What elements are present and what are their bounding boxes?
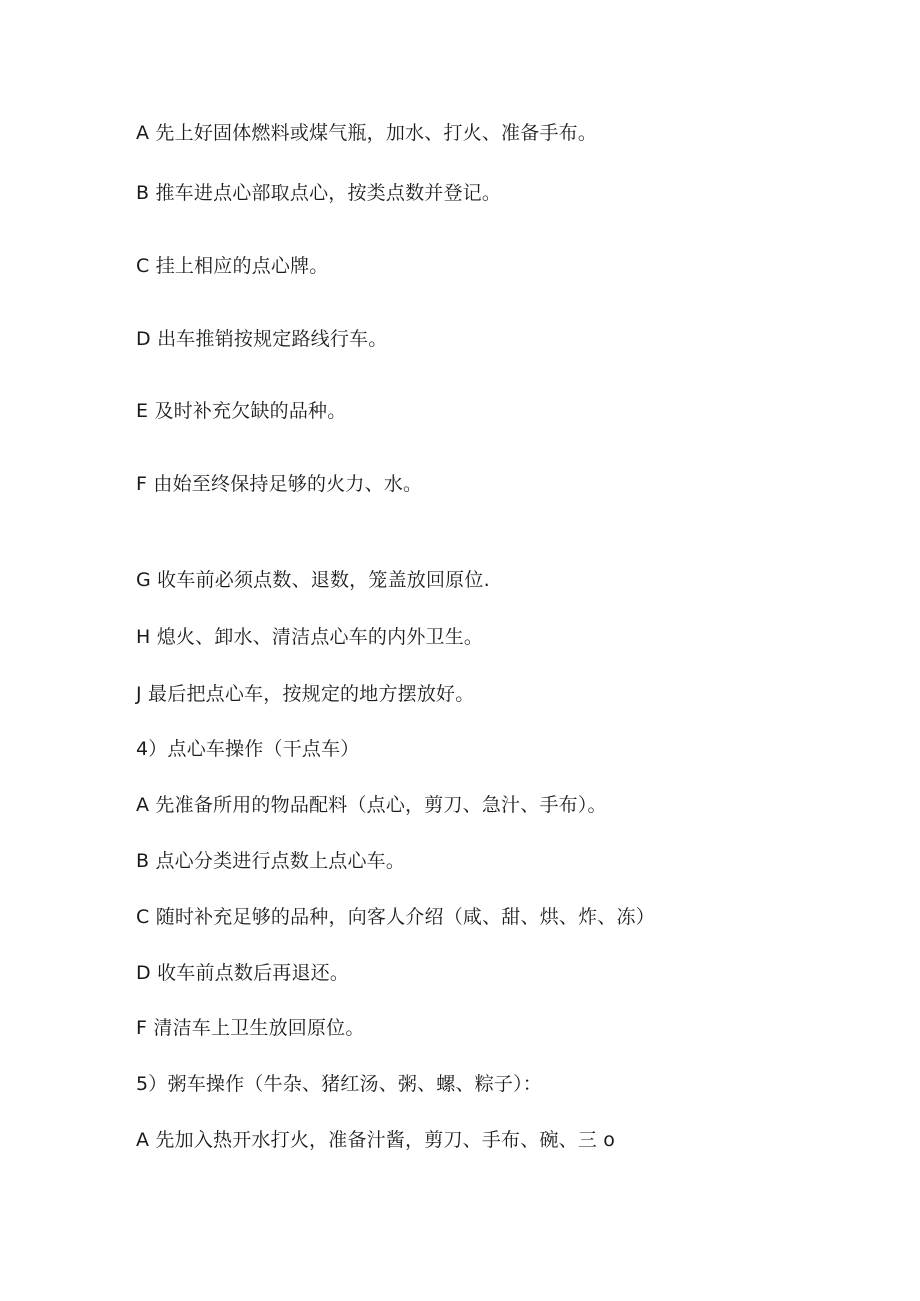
- text-line-f-keep-fire: F 由始至终保持足够的火力、水。: [136, 473, 423, 495]
- text-line-e-replenish: E 及时补充欠缺的品种。: [136, 400, 347, 422]
- text-line-d-route: D 出车推销按规定路线行车。: [136, 328, 388, 350]
- text-line-b-sort-count: B 点心分类进行点数上点心车。: [136, 850, 406, 872]
- text-line-a-prepare-materials: A 先准备所用的物品配料（点心，剪刀、急汁、手布）。: [136, 794, 607, 816]
- text-line-d-count-return: D 收车前点数后再退还。: [136, 962, 350, 984]
- text-line-a-hot-water: A 先加入热开水打火，准备汁酱，剪刀、手布、碗、三 o: [136, 1129, 616, 1151]
- text-line-b-fetch-dim-sum: B 推车进点心部取点心，按类点数并登记。: [136, 182, 502, 204]
- text-line-f-clean-return: F 清洁车上卫生放回原位。: [136, 1017, 365, 1039]
- text-line-c-introduce: C 随时补充足够的品种，向客人介绍（咸、甜、烘、炸、冻）: [136, 906, 655, 928]
- section-heading-congee-cart: 5）粥车操作（牛杂、猪红汤、粥、螺、粽子）：: [136, 1073, 542, 1095]
- text-line-g-count-return: G 收车前必须点数、退数，笼盖放回原位.: [136, 569, 490, 591]
- section-heading-dry-cart: 4）点心车操作（干点车）: [136, 738, 360, 760]
- text-line-c-hang-sign: C 挂上相应的点心牌。: [136, 255, 329, 277]
- text-line-h-clean-cart: H 熄火、卸水、清洁点心车的内外卫生。: [136, 626, 484, 648]
- text-line-a-prepare-fuel: A 先上好固体燃料或煤气瓶，加水、打火、准备手布。: [136, 122, 598, 144]
- text-line-j-park-cart: J 最后把点心车，按规定的地方摆放好。: [136, 683, 475, 705]
